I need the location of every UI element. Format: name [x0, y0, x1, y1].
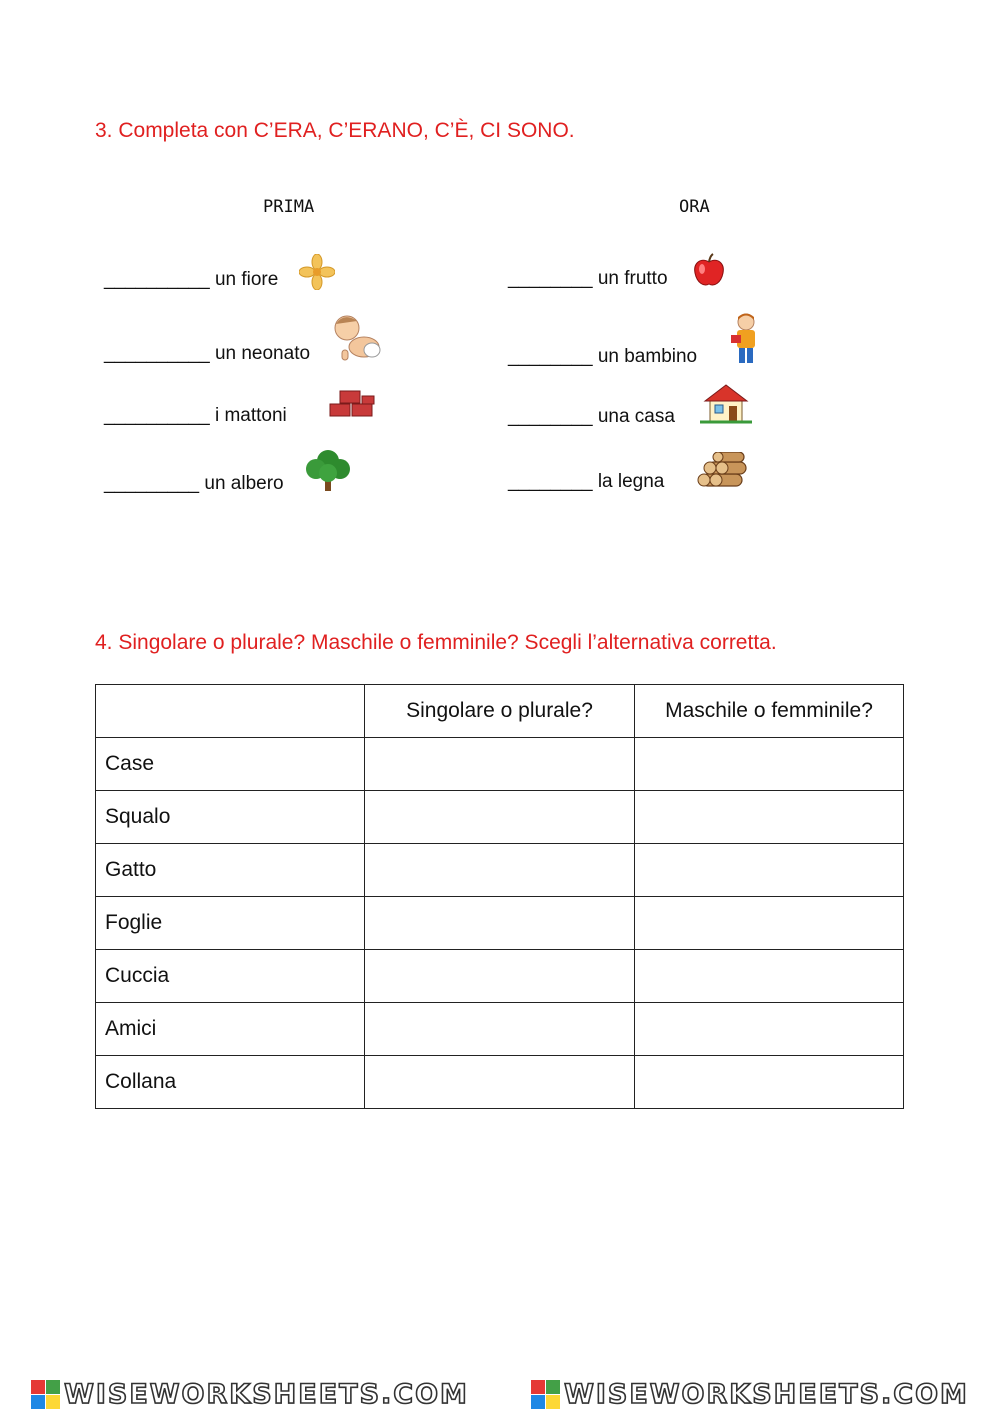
header-empty-cell: [96, 685, 365, 738]
logo-square: [531, 1395, 545, 1409]
answer-gender-cell[interactable]: [635, 1003, 904, 1056]
ora-line-3: ________ una casa: [508, 406, 675, 427]
ora-line-1: ________ un frutto: [508, 268, 668, 289]
table-row: [96, 738, 904, 791]
boy-icon: [728, 311, 762, 367]
brand-logo-icon: [531, 1380, 560, 1409]
column-header-ora: ORA: [679, 197, 710, 217]
answer-number-cell[interactable]: [365, 791, 635, 844]
house-icon: [700, 382, 752, 424]
answer-gender-cell[interactable]: [635, 1056, 904, 1109]
answer-number-cell[interactable]: [365, 1056, 635, 1109]
answer-number-cell[interactable]: [365, 950, 635, 1003]
header-maschile-femminile: Maschile o femminile?: [635, 685, 904, 738]
table-header-row: [96, 685, 904, 738]
logo-square: [31, 1395, 45, 1409]
word-cell: Cuccia: [96, 950, 365, 1003]
prima-line-2: __________ un neonato: [104, 343, 311, 364]
tree-icon: [303, 447, 353, 493]
logo-square: [31, 1380, 45, 1394]
word-cell: Squalo: [96, 791, 365, 844]
brand-logo-icon: [31, 1380, 60, 1409]
answer-gender-cell[interactable]: [635, 791, 904, 844]
word-cell: Case: [96, 738, 365, 791]
table-row: [96, 844, 904, 897]
table-row: [96, 897, 904, 950]
prima-line-1: __________ un fiore: [104, 269, 279, 290]
logs-icon: [694, 452, 750, 492]
table-row: [96, 1003, 904, 1056]
word-cell: Gatto: [96, 844, 365, 897]
footer-watermark: [0, 1374, 1000, 1414]
exercise-3-title: 3. Completa con C’ERA, C’ERANO, C’È, CI SONO.: [95, 119, 575, 142]
header-singolare-plurale: Singolare o plurale?: [365, 685, 635, 738]
answer-number-cell[interactable]: [365, 897, 635, 950]
answer-number-cell[interactable]: [365, 844, 635, 897]
flower-icon: [299, 254, 335, 290]
bricks-icon: [326, 386, 378, 422]
word-cell: Amici: [96, 1003, 365, 1056]
logo-square: [546, 1395, 560, 1409]
apple-icon: [691, 253, 727, 289]
table-row: [96, 791, 904, 844]
prima-line-4: _________ un albero: [104, 473, 284, 494]
column-header-prima: PRIMA: [263, 197, 315, 217]
answer-number-cell[interactable]: [365, 1003, 635, 1056]
word-cell: Collana: [96, 1056, 365, 1109]
ora-line-4: ________ la legna: [508, 471, 665, 492]
exercise-4-title: 4. Singolare o plurale? Maschile o femminile? Scegli l’alternativa corretta.: [95, 631, 777, 654]
word-cell: Foglie: [96, 897, 365, 950]
answer-gender-cell[interactable]: [635, 844, 904, 897]
logo-square: [46, 1380, 60, 1394]
logo-square: [531, 1380, 545, 1394]
ora-line-2: ________ un bambino: [508, 346, 698, 367]
answer-gender-cell[interactable]: [635, 950, 904, 1003]
answer-gender-cell[interactable]: [635, 738, 904, 791]
footer-brand-right: [531, 1379, 969, 1410]
footer-brand-left: [31, 1379, 469, 1410]
baby-icon: [330, 312, 382, 362]
answer-gender-cell[interactable]: [635, 897, 904, 950]
table-row: [96, 950, 904, 1003]
brand-text: WISEWORKSHEETS.COM: [64, 1378, 469, 1410]
logo-square: [46, 1395, 60, 1409]
logo-square: [546, 1380, 560, 1394]
prima-line-3: __________ i mattoni: [104, 405, 287, 426]
table-row: [96, 1056, 904, 1109]
answer-number-cell[interactable]: [365, 738, 635, 791]
brand-text: WISEWORKSHEETS.COM: [564, 1378, 969, 1410]
answer-table: [95, 684, 904, 1109]
